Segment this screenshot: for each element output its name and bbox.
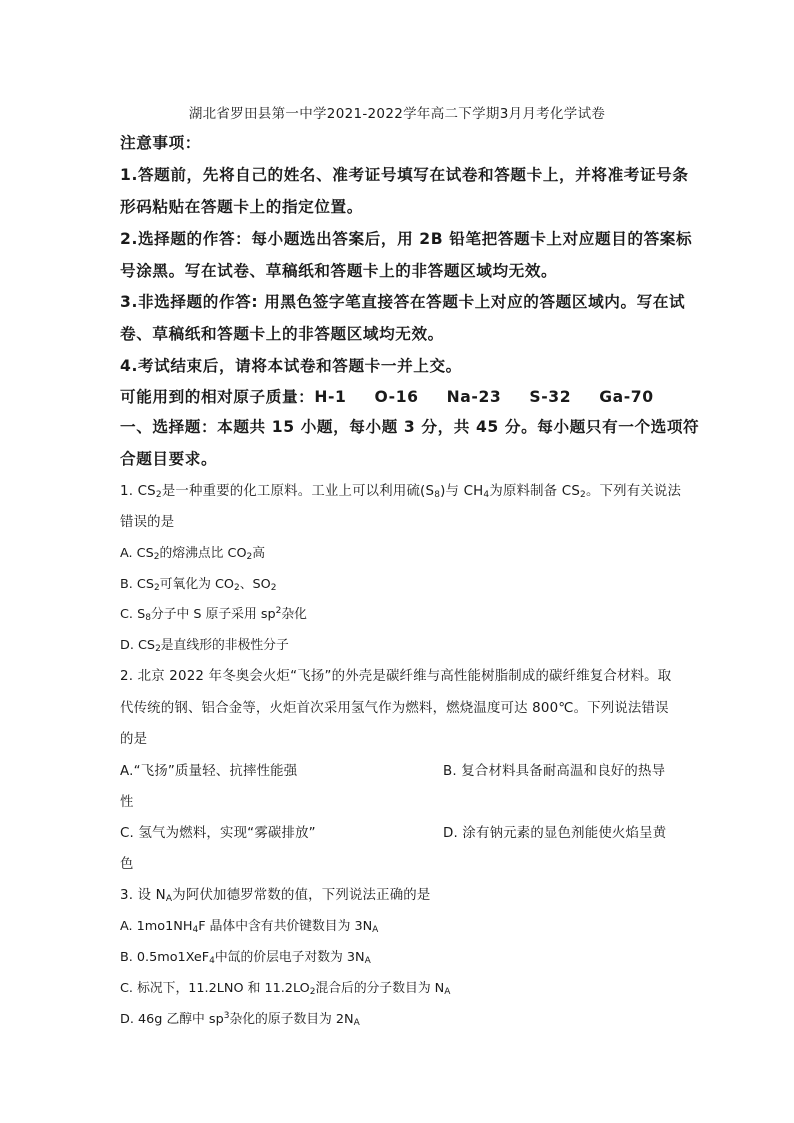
atomic-mass-s: S-32 [529,388,572,406]
atomic-mass-na: Na-23 [446,388,502,406]
q2-option-d-cont: 色 [120,857,134,872]
option-text: 分子中 S 原子采用 sp [150,607,276,622]
option-text: 可氧化为 CO [159,577,234,592]
option-text: 杂化 [281,607,307,622]
option-text: A. 1mo1NH [120,919,193,934]
subscript: A [372,925,379,935]
atomic-mass-o: O-16 [374,388,419,406]
q1-text: 。下列有关说法 [585,484,682,499]
subscript: 2 [309,987,316,997]
section-heading: 一、选择题：本题共 15 小题，每小题 3 分，共 45 分。每小题只有一个选项符 [120,418,700,436]
subscript: 2 [233,583,240,593]
q3-text: 3. 设 N [120,888,166,903]
q1-option-c [120,603,307,623]
option-text: C. S [120,607,146,622]
q2-option-b: B. 复合材料具备耐高温和良好的热导 [443,764,666,779]
superscript: 3 [223,1011,230,1021]
option-text: A. CS [120,546,154,561]
subscript: A [364,956,371,966]
option-text: D. CS [120,638,156,653]
notice-item-3: 3.非选择题的作答: 用黑色签字笔直接答在答题卡上对应的答题区域内。写在试 [120,293,686,311]
subscript: 2 [153,552,160,562]
subscript: 4 [192,925,199,935]
subscript: 2 [155,644,161,654]
subscript: 4 [209,956,215,966]
section-heading-cont: 合题目要求。 [120,450,218,468]
superscript: 2 [275,606,282,616]
q1-text: 1. CS [120,484,156,499]
option-text: 是直线形的非极性分子 [160,638,289,653]
subscript: A [165,894,173,904]
q3-text: 为阿伏加德罗常数的值，下列说法正确的是 [172,888,431,903]
q2-option-a: A.“飞扬”质量轻、抗摔性能强 [120,764,298,779]
subscript: 2 [246,552,253,562]
subscript: 2 [270,583,277,593]
option-text: 混合后的分子数目为 N [315,981,445,996]
q1-text: 为原料制备 CS [489,484,581,499]
option-text: D. 46g 乙醇中 sp [120,1012,224,1027]
notice-item-1: 1.答题前，先将自己的姓名、准考证号填写在试卷和答题卡上，并将准考证号条 [120,166,689,184]
notice-item-1-cont: 形码粘贴在答题卡上的指定位置。 [120,198,363,216]
question-2-cont-2: 的是 [120,732,148,747]
subscript: 8 [145,613,151,623]
q3-option-a [120,915,378,935]
q2-option-c: C. 氢气为燃料，实现“雾碳排放” [120,826,316,841]
q1-option-b [120,573,276,593]
q3-option-c [120,977,450,997]
option-text: F 晶体中含有共价键数目为 3N [198,919,373,934]
q1-text: 是一种重要的化工原料。工业上可以利用硫(S [161,484,435,499]
question-3 [120,884,431,904]
atomic-mass-h: H-1 [314,388,347,406]
q1-option-a [120,542,265,562]
q2-option-b-cont: 性 [120,795,134,810]
q3-option-b [120,946,371,966]
subscript: 2 [580,490,586,500]
q1-option-d [120,634,289,654]
notice-heading: 注意事项： [120,134,201,152]
option-text: 高 [252,546,266,561]
option-text: 杂化的原子数目为 2N [229,1012,354,1027]
option-text: 中氙的价层电子对数为 3N [214,950,365,965]
option-text: 、SO [239,577,271,592]
notice-item-4: 4.考试结束后，请将本试卷和答题卡一并上交。 [120,357,462,375]
subscript: 2 [155,490,162,500]
notice-item-2: 2.选择题的作答：每小题选出答案后，用 2B 铅笔把答题卡上对应题目的答案标 [120,230,693,248]
atomic-mass-label: 可能用到的相对原子质量： [120,388,315,406]
question-2-cont: 代传统的钢、铝合金等，火炬首次采用氢气作为燃料，燃烧温度可达 800℃。下列说法错误 [120,701,669,716]
q2-option-d: D. 涂有钠元素的显色剂能使火焰呈黄 [443,826,667,841]
question-1 [120,480,681,500]
subscript: A [353,1018,360,1028]
question-2: 2. 北京 2022 年冬奥会火炬“飞扬”的外壳是碳纤维与高性能树脂制成的碳纤维复合材料。取 [120,669,672,684]
subscript: 8 [434,490,441,500]
subscript: 4 [483,490,490,500]
q1-text: )与 CH [440,484,484,499]
question-1-cont: 错误的是 [120,515,175,530]
page-title: 湖北省罗田县第一中学2021-2022学年高二下学期3月月考化学试卷 [188,106,606,122]
subscript: 2 [153,583,160,593]
atomic-mass-ga: Ga-70 [599,388,654,406]
option-text: B. CS [120,577,154,592]
subscript: A [444,987,451,997]
option-text: 的熔沸点比 CO [159,546,247,561]
atomic-mass-line [120,385,654,407]
notice-item-2-cont: 号涂黑。写在试卷、草稿纸和答题卡上的非答题区域均无效。 [120,262,558,280]
notice-item-3-cont: 卷、草稿纸和答题卡上的非答题区域均无效。 [120,325,444,343]
option-text: B. 0.5mo1XeF [120,950,210,965]
q3-option-d [120,1008,360,1028]
option-text: C. 标况下，11.2LNO 和 11.2LO [120,981,310,996]
